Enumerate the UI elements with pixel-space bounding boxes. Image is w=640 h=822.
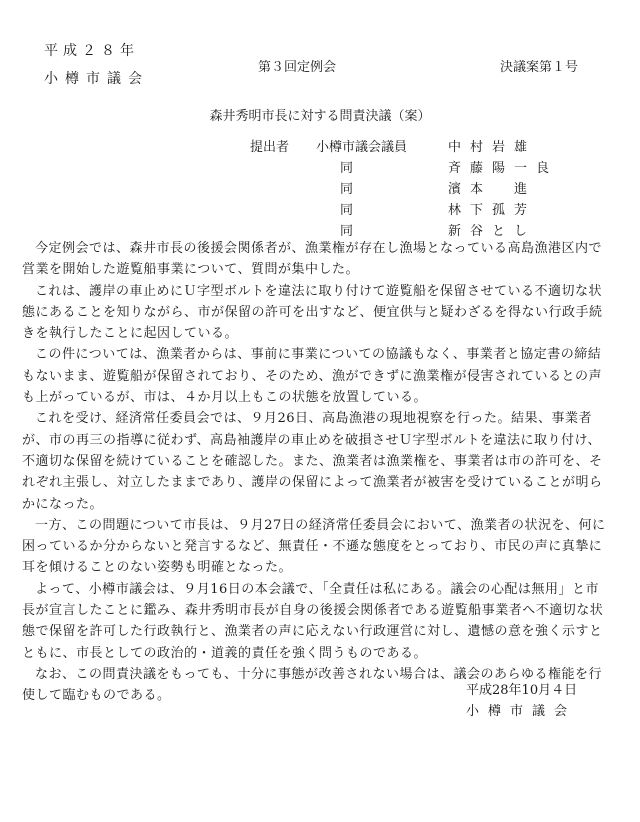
proposer-member: 新谷とし <box>448 224 537 239</box>
body-paragraph: よって、小樽市議会は、９月16日の本会議で、「全責任は私にある。議会の心配は無用」と市長が宣言したことに鑑み、森井秀明市長が自身の後援会関係者である遊覧船事業者へ不適切な状態で保留を許可した行政執行と、漁業者の声に応えない行政運営に対し、遺憾の意を強く示すとともに、市長としての政治的・道義的責任を強く問うものである。 <box>22 581 604 661</box>
proposer-label: 提出者 <box>250 140 290 155</box>
same-mark: 同 <box>340 203 354 218</box>
proposer-member: 中村岩雄 <box>448 140 537 155</box>
resolution-date: 平成28年10月４日 <box>466 683 578 698</box>
document-title: 森井秀明市長に対する問責決議（案） <box>209 109 431 124</box>
body-paragraph: 一方、この問題について市長は、９月27日の経済常任委員会において、漁業者の状況を、何に困っているか分からないと発言するなど、無責任・不遜な態度をとっており、市民の声に真摯に耳を傾けることのない姿勢も明確となった。 <box>22 517 606 576</box>
body-paragraph: 今定例会では、森井市長の後援会関係者が、漁業権が存在し漁場となっている高島漁港区内で営業を開始した遊覧船事業について、質問が集中した。 <box>22 241 603 278</box>
body-paragraph: なお、この問責決議をもっても、十分に事態が改善されない場合は、議会のあらゆる権能を行使して臨むものである。 <box>22 666 603 704</box>
body-paragraph: これを受け、経済常任委員会では、９月26日、高島漁港の現地視察を行った。結果、事業者が、市の再三の指導に従わず、高島袖護岸の車止めを破損させＵ字型ボルトを違法に取り付け、不適切な保留を続けていることを確認した。また、漁業者は漁業権を、事業者は市の許可を、それぞれ主張し、対立したままであり、護岸の保留によって漁業者が被害を受けていることが明らかになった。 <box>22 411 603 512</box>
body-paragraph: この件については、漁業者からは、事前に事業についての協議もなく、事業者と協定書の締結もないまま、遊覧船が保留されており、そのため、漁ができずに漁業権が侵害されているとの声も上がっているが、市は、４か月以上もこの状態を放置している。 <box>22 347 602 406</box>
proposer-member: 林下孤芳 <box>448 203 537 218</box>
proposer-member: 濱本 進 <box>448 182 537 197</box>
proposer-member: 斉藤陽一良 <box>448 161 559 176</box>
resolution-body <box>22 238 606 707</box>
body-paragraph: これは、護岸の車止めにＵ字型ボルトを違法に取り付けて遊覧船を保留させている不適切な状態にあることを知りながら、市が保留の許可を出すなど、便宜供与と疑わざるを得ない行政手続きを執行したことに起因している。 <box>22 283 603 342</box>
same-mark: 同 <box>340 182 354 197</box>
council-name-header: 小樽市議会 <box>44 71 149 87</box>
resolution-number: 決議案第１号 <box>500 60 579 75</box>
proposer-role: 小樽市議会議員 <box>316 140 408 155</box>
same-mark: 同 <box>340 224 354 239</box>
session-label: 第３回定例会 <box>258 60 337 75</box>
era-year: 平成２８年 <box>44 43 139 59</box>
council-name-footer: 小樽市議会 <box>466 704 577 719</box>
same-mark: 同 <box>340 161 354 176</box>
